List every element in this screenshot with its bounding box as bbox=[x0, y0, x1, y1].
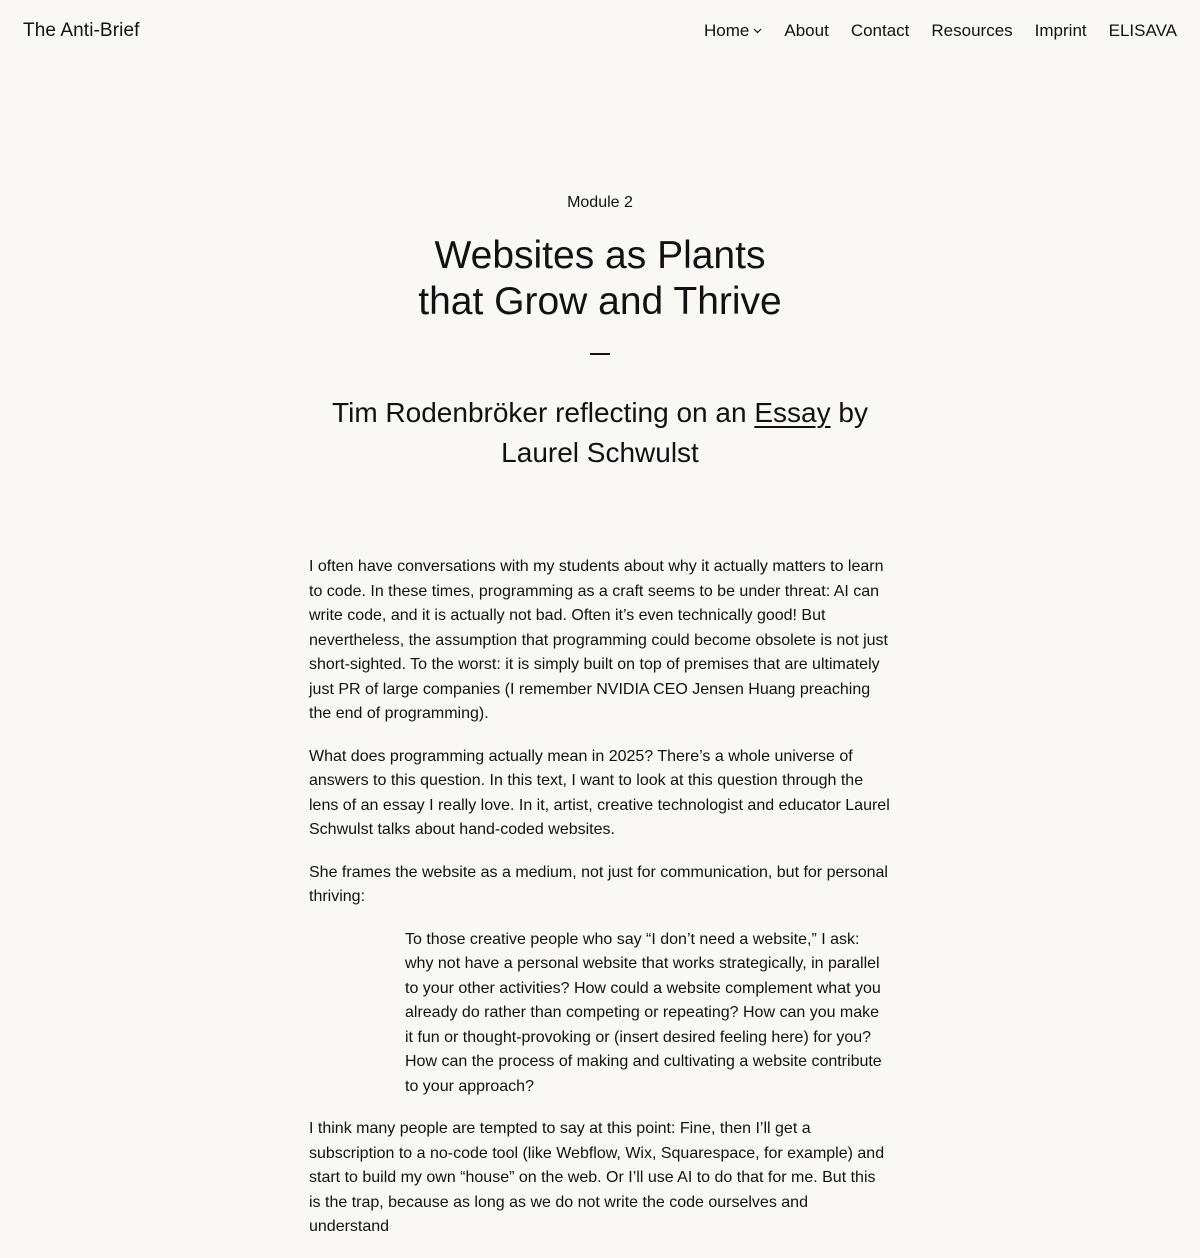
nav-item-home[interactable] bbox=[704, 21, 762, 41]
main-nav bbox=[704, 21, 1177, 41]
nav-item-contact[interactable]: Contact bbox=[850, 21, 910, 40]
nav-item-elisava[interactable]: ELISAVA bbox=[1108, 21, 1177, 40]
site-title-link[interactable]: The Anti-Brief bbox=[23, 20, 140, 41]
title-divider bbox=[590, 353, 610, 355]
site-header bbox=[0, 0, 1200, 64]
essay-link[interactable]: Essay bbox=[754, 396, 831, 428]
article-body bbox=[309, 555, 891, 1258]
subtitle-text-before: Tim Rodenbröker reflecting on an bbox=[332, 396, 755, 428]
nav-item-about[interactable]: About bbox=[784, 21, 829, 40]
chevron-down-icon[interactable] bbox=[753, 27, 762, 37]
paragraph-3: She frames the website as a medium, not just for communication, but for personal thriving: bbox=[309, 863, 888, 905]
nav-item-imprint[interactable]: Imprint bbox=[1034, 21, 1087, 40]
nav-label-home: Home bbox=[704, 21, 750, 40]
article-hero bbox=[0, 193, 1200, 473]
blockquote: To those creative people who say “I don’t need a website,” I ask: why not have a personal website that works strategically, in parallel to your other activities? How could a website complement what you already do rather than competing or repeating? How can you make it fun or thought-provoking or (insert desired feeling here) for you? How can the process of making and cultivating a website contribute to your approach? bbox=[405, 930, 882, 1095]
page-title bbox=[300, 233, 900, 325]
title-line-1: Websites as Plants bbox=[434, 234, 766, 277]
nav-item-resources[interactable]: Resources bbox=[931, 21, 1013, 40]
paragraph-4: I think many people are tempted to say at this point: Fine, then I’ll get a subscription to a no-code tool (like Webflow, Wix, Squarespace, for example) and start to build my own “house” on the web. Or I’ll use AI to do that for me. But this is the trap, because as long as we do not write the code ourselves and understand bbox=[309, 1120, 885, 1235]
subtitle-text-after: by Laurel Schwulst bbox=[501, 396, 868, 468]
title-line-2: that Grow and Thrive bbox=[418, 280, 782, 323]
paragraph-2: What does programming actually mean in 2025? There’s a whole universe of answers to this question. In this text, I want to look at this question through the lens of an essay I really love. In it, artist, creative technologist and educator Laurel Schwulst talks about hand-coded websites. bbox=[309, 747, 890, 838]
article-subtitle bbox=[300, 393, 900, 473]
paragraph-1: I often have conversations with my students about why it actually matters to learn to code. In these times, programming as a craft seems to be under threat: AI can write code, and it is actually not bad. Often it’s even technically good! But nevertheless, the assumption that programming could become obsolete is not just short-sighted. To the worst: it is simply built on top of premises that are ultimately just PR of large companies (I remember NVIDIA CEO Jensen Huang preaching the end of programming). bbox=[309, 558, 888, 722]
module-label: Module 2 bbox=[567, 194, 633, 211]
